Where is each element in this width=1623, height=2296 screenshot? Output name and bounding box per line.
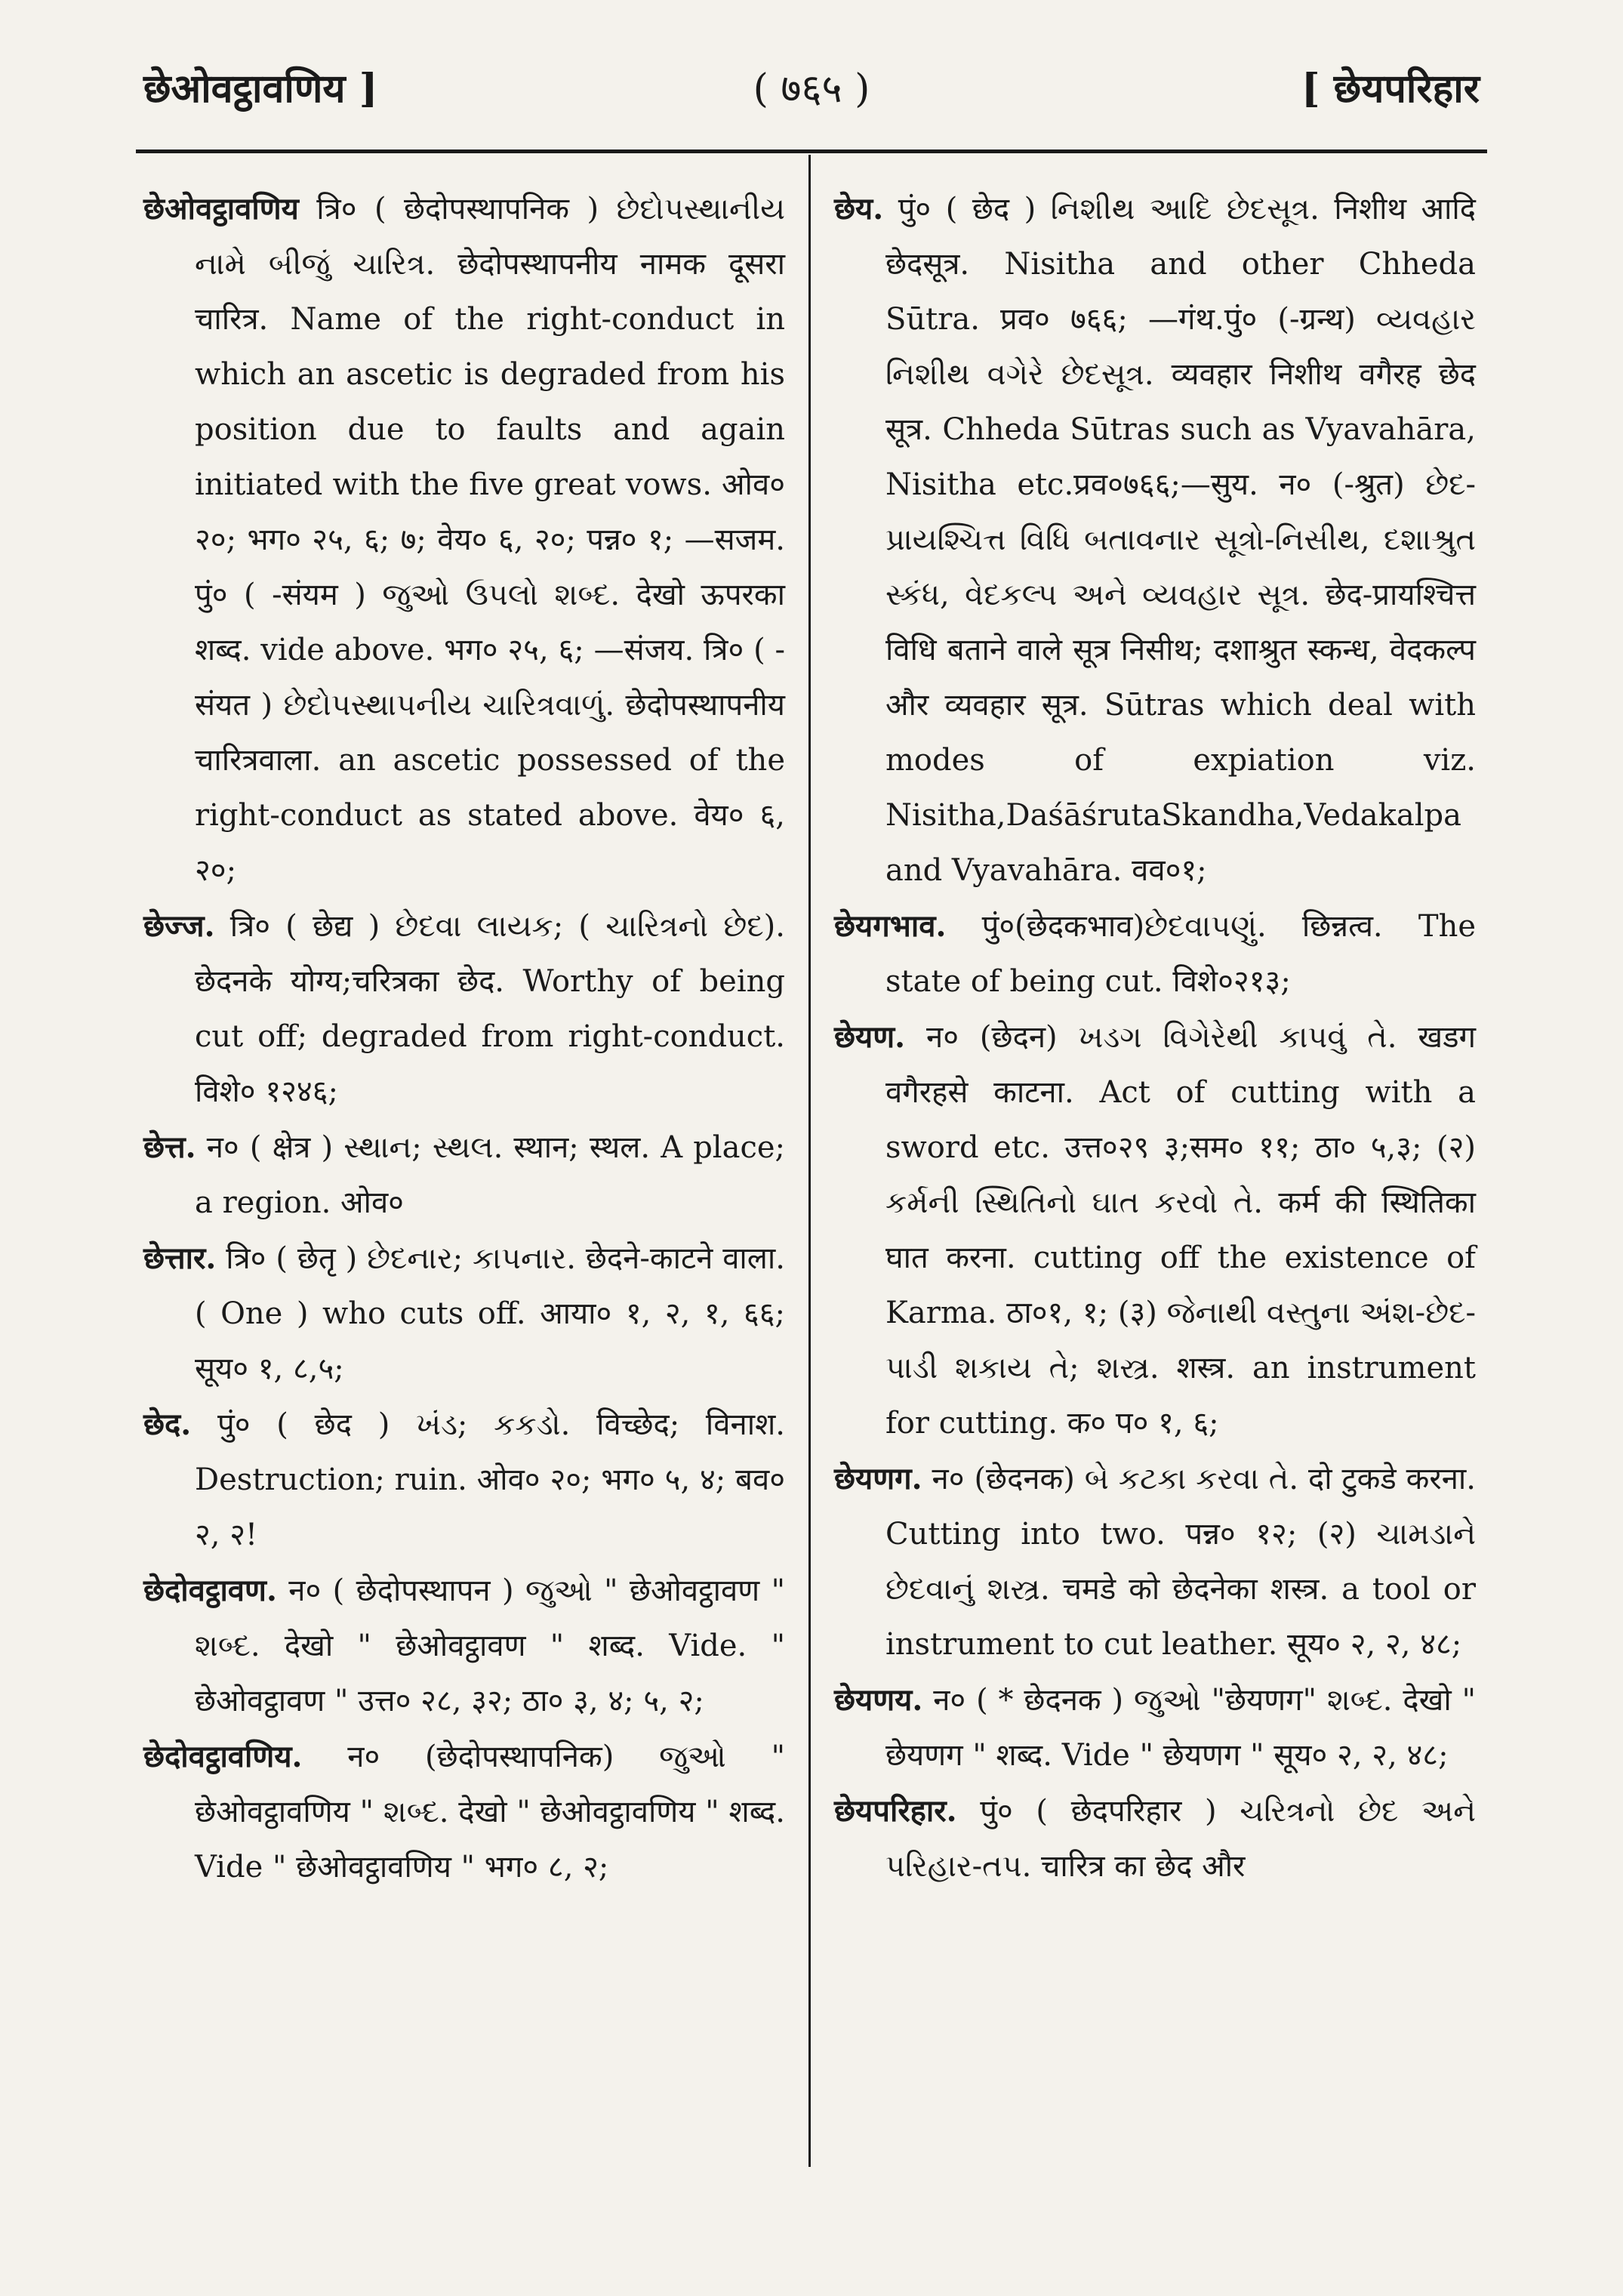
entry-body: त्रि० ( छेद्य ) છેદવા લાયક; ( ચારિત્રનો છેદ). छेदनके योग्य;चरित्रका छेद. Worthy of being cut off; degraded from right-conduct. विशे० १२४६; — [195, 909, 785, 1109]
entry-body: पुं० ( छेद ) ખંડ; કકડો. विच्छेद; विनाश. Destruction; ruin. ओव० २०; भग० ५, ४; बव० २, २! — [195, 1407, 786, 1552]
entry-headword: छेयणग. — [834, 1461, 922, 1496]
entry-body: न० ( क्षेत्र ) સ્થાન; સ્થલ. स्थान; स्थल. A place; a region. ओव० — [195, 1130, 785, 1220]
left-column — [143, 181, 785, 1895]
entry-body: न० ( * छेदनक ) જુઓ "छेयणग" શબ્દ. देखो " छेयणग " शब्द. Vide " छेयणग " सूय० २, २, ४८; — [885, 1683, 1476, 1773]
entry-body: पुं० ( छेद ) નિશીથ આદિ છેદસૂત્ર. निशीथ आदि छेदसूत्र. Nisitha and other Chheda Sūtra. प्रव० ७६६; —गंथ.पुं० (-ग्रन्थ) વ્યવહાર નિશીથ વગેરે છેદસૂત્ર. व्यवहार निशीथ वगैरह छेद सूत्र. Chheda Sūtras such as Vyavahāra, Nisitha etc.प्रव०७६६;—सुय. न० (-श्रुत) છેદ-પ્રાયશ્ચિત્ત વિધિ બતાવનાર સૂત્રો-નિસીથ, દશાશ્રુત સ્કંધ, વેદકલ્પ અને વ્યવહાર સૂત્ર. छेद-प्रायश्चित्त विधि बताने वाले सूत्र निसीथ; दशाश्रुत स्कन्ध, वेदकल्प और व्यवहार सूत्र. Sūtras which deal with modes of expiation viz. Nisitha,DaśāśrutaSkandha,Vedakalpa and Vyavahāra. वव०१; — [885, 192, 1476, 888]
entry-headword: छेत्त. — [143, 1130, 196, 1165]
header-left-guideword: छेओवट्ठावणिय ] — [143, 66, 378, 112]
dictionary-entry — [834, 898, 1476, 1009]
dictionary-entry — [143, 1563, 785, 1729]
dictionary-entry — [143, 1120, 785, 1231]
running-head — [143, 53, 1480, 121]
entry-headword: छेत्तार. — [143, 1240, 217, 1276]
dictionary-entry — [143, 181, 785, 898]
entry-headword: छेयणय. — [834, 1682, 923, 1718]
dictionary-entry — [834, 181, 1476, 898]
entry-headword: छेयपरिहार. — [834, 1793, 957, 1829]
dictionary-entry — [143, 1729, 785, 1895]
entry-headword: छेयण. — [834, 1019, 906, 1055]
page-number: ( ७६५ ) — [753, 66, 870, 112]
entry-headword: छेदोवट्ठावणिय. — [143, 1739, 303, 1774]
entry-body: पुं० ( छेदपरिहार ) ચરિત્રનો છેદ અને પરિહાર-તપ. चारित्र का छेद और — [885, 1794, 1477, 1884]
entry-body: पुं०(छेदकभाव)છેદવાપણું. छिन्नत्व. The state of being cut. विशे०२१३; — [885, 909, 1477, 999]
entry-headword: छेज्ज. — [143, 908, 215, 944]
entry-body: न० (छेदनक) બે કટકા કરવા તે. दो टुकडे करना. Cutting into two. पन्न० १२; (२) ચામડાને છેદવાનું શસ્ત્ર. चमडे को छेदनेका शस्त्र. a tool or instrument to cut leather. सूय० २, २, ४८; — [885, 1462, 1477, 1662]
entry-headword: छेयगभाव. — [834, 908, 947, 944]
dictionary-entry — [143, 898, 785, 1120]
header-rule — [136, 149, 1487, 153]
dictionary-entry — [834, 1672, 1476, 1783]
entry-body: त्रि० ( छेदोपस्थापनिक ) છેદોપસ્થાનીય નામે બીજું ચારિત્ર. छेदोपस्थापनीय नामक दूसरा चारित्र. Name of the right-conduct in which an ascetic is degraded from his position due to faults and again initiated with the five great vows. ओव० २०; भग० २५, ६; ७; वेय० ६, २०; पन्न० १; —सजम. पुं० ( -संयम ) જુઓ ઉપલો શબ્દ. देखो ऊपरका शब्द. vide above. भग० २५, ६; —संजय. त्रि० ( -संयत ) છેદોપસ્થાપનીય ચારિત્રવાળું. छेदोपस्थापनीय चारित्रवाला. an ascetic possessed of the right-conduct as stated above. वेय० ६, २०; — [195, 192, 786, 888]
entry-headword: छेय. — [834, 191, 884, 227]
entry-headword: छेद. — [143, 1407, 192, 1442]
entry-body: त्रि० ( छेतृ ) છેદનાર; કાપનાર. छेदने-काटने वाला. ( One ) who cuts off. आया० १, २, १, ६६; सूय० १, ८,५; — [195, 1241, 785, 1386]
header-right-guideword: [ छेयपरिहार — [1301, 66, 1480, 112]
entry-body: न० ( छेदोपस्थापन ) જુઓ " छेओवट्ठावण " શબ્દ. देखो " छेओवट्ठावण " शब्द. Vide. " छेओवट्ठावण " उत्त० २८, ३२; ठा० ३, ४; ५, २; — [195, 1573, 785, 1718]
entry-headword: छेदोवट्ठावण. — [143, 1573, 277, 1608]
dictionary-entry — [143, 1231, 785, 1397]
dictionary-entry — [143, 1397, 785, 1563]
entry-headword: छेओवट्ठावणिय — [143, 191, 299, 227]
dictionary-entry — [834, 1451, 1476, 1672]
entry-body: न० (छेदोपस्थापनिक) જુઓ " छेओवट्ठावणिय " શબ્દ. देखो " छेओवट्ठावणिय " शब्द. Vide " छेओवट्ठावणिय " भग० ८, २; — [195, 1740, 785, 1885]
right-column — [834, 181, 1476, 1894]
column-divider — [808, 155, 811, 2167]
dictionary-entry — [834, 1783, 1476, 1894]
dictionary-entry — [834, 1009, 1476, 1451]
entry-body: न० (छेदन) ખડગ વિગેરેથી કાપવું તે. खडग वगैरहसे काटना. Act of cutting with a sword etc. उत्त०२९ ३;सम० ११; ठा० ५,३; (२) કર્મની સ્થિતિનો ઘાત કરવો તે. कर्म की स्थितिका घात करना. cutting off the existence of Karma. ठा०१, १; (३) જેનાથી વસ્તુના અંશ-છેદ-પાડી શકાય તે; શસ્ત્ર. शस्त्र. an instrument for cutting. क० प० १, ६; — [885, 1020, 1476, 1441]
